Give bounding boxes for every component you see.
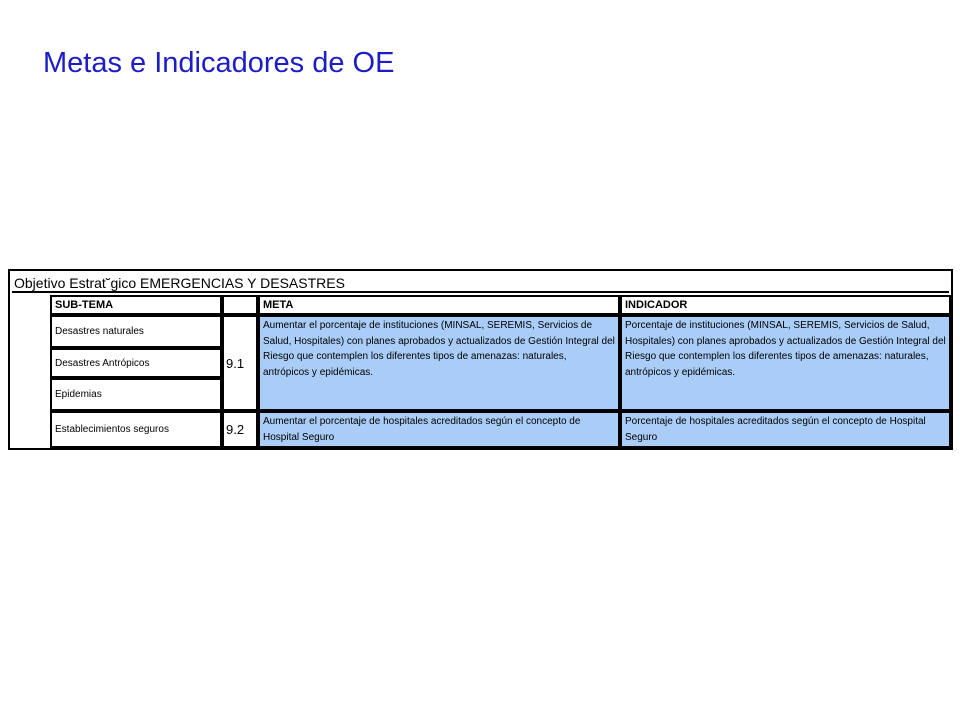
meta-cell — [258, 411, 620, 448]
meta-text: Aumentar el porcentaje de instituciones (MINSAL, SEREMIS, Servicios de Salud, Hospitales) con planes aprobados y actualizados de Gestión Integral del Riesgo que contemplen los diferentes tipos de amenazas: naturales, antrópicos y epidémicas. — [263, 320, 615, 378]
page-title: Metas e Indicadores de OE — [43, 47, 395, 79]
meta-text: Aumentar el porcentaje de hospitales acreditados según el concepto de Hospital Seguro — [263, 416, 581, 443]
subtema-cell: Desastres Antrópicos — [50, 348, 222, 378]
indicador-cell — [620, 315, 951, 411]
subtema-cell: Establecimientos seguros — [50, 411, 222, 448]
indicador-text: Porcentaje de instituciones (MINSAL, SEREMIS, Servicios de Salud, Hospitales) con planes aprobados y actualizados de Gestión Integral del Riesgo que contemplen los diferentes tipos de amenazas: naturales, antrópicos y epidémicas. — [625, 320, 946, 378]
objective-title: Objetivo Estrat˘gico EMERGENCIAS Y DESASTRES — [12, 273, 949, 293]
header-number — [222, 295, 258, 315]
goal-number: 9.1 — [222, 315, 258, 411]
subtema-cell: Epidemias — [50, 378, 222, 411]
goal-number: 9.2 — [222, 411, 258, 448]
meta-cell — [258, 315, 620, 411]
indicador-cell — [620, 411, 951, 448]
header-meta: META — [258, 295, 620, 315]
header-subtema: SUB-TEMA — [50, 295, 222, 315]
header-indicador: INDICADOR — [620, 295, 951, 315]
goals-table — [8, 269, 953, 450]
indicador-text: Porcentaje de hospitales acreditados según el concepto de Hospital Seguro — [625, 416, 926, 443]
subtema-cell: Desastres naturales — [50, 315, 222, 348]
